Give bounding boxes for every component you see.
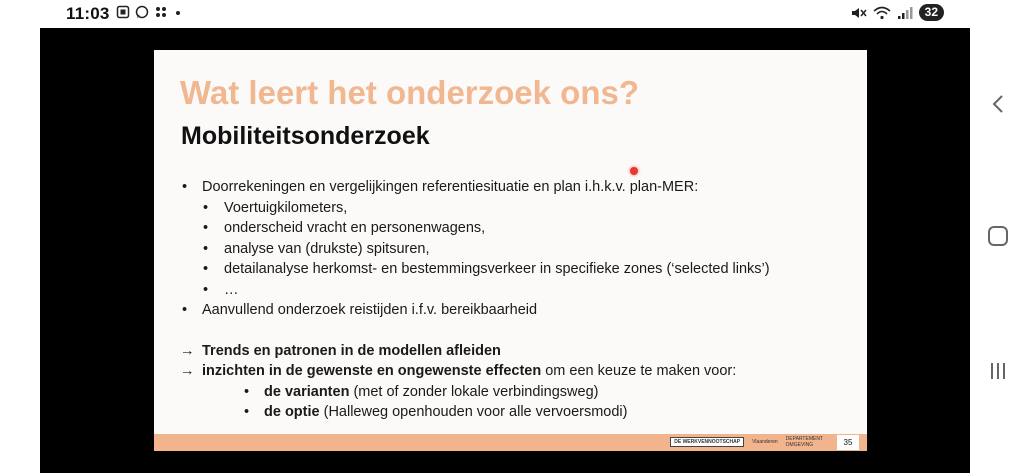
recents-bars-icon[interactable] bbox=[988, 361, 1008, 381]
home-square-icon[interactable] bbox=[988, 226, 1008, 246]
screenshot-icon bbox=[116, 5, 130, 19]
bullet-item: • Doorrekeningen en vergelijkingen referentiesituatie en plan i.h.k.v. plan-MER: bbox=[180, 177, 860, 198]
status-right-icons bbox=[851, 4, 944, 21]
option-item bbox=[180, 382, 860, 403]
option-item bbox=[180, 402, 860, 423]
bullet-item: • Aanvullend onderzoek reistijden i.f.v. bereikbaarheid bbox=[180, 300, 860, 321]
omgeving-logo bbox=[786, 436, 823, 448]
sub-bullet-item: • Voertuigkilometers, bbox=[180, 198, 860, 219]
status-left-icons bbox=[116, 5, 187, 19]
werkvennootschap-logo: DE WERKVENNOOTSCHAP bbox=[670, 437, 744, 447]
notification-dot-icon bbox=[173, 5, 187, 19]
conclusion-line bbox=[180, 341, 860, 362]
spacer bbox=[180, 321, 860, 341]
conclusion-line bbox=[180, 361, 860, 382]
option-rest: (Halleweg openhouden voor alle vervoersmodi) bbox=[319, 404, 628, 420]
status-time: 11:03 bbox=[66, 4, 110, 23]
omgeving-logo-line1: DEPARTEMENT bbox=[785, 436, 823, 442]
omgeving-logo-line2: OMGEVING bbox=[785, 442, 814, 448]
whatsapp-icon bbox=[135, 5, 149, 19]
signal-icon bbox=[897, 6, 913, 20]
option-rest: (met of zonder lokale verbindingsweg) bbox=[349, 383, 599, 400]
conclusion-bold: inzichten in de gewenste en ongewenste effecten bbox=[202, 363, 542, 379]
vlaanderen-logo: Vlaanderen bbox=[752, 439, 778, 445]
sub-bullet-item: • analyse van (drukste) spitsuren, bbox=[180, 239, 860, 260]
slide-bullet-list bbox=[180, 177, 860, 423]
presentation-slide bbox=[154, 50, 867, 451]
sub-bullet-item: • detailanalyse herkomst- en bestemmingsverkeer in specifieke zones (‘selected links’) bbox=[180, 259, 860, 280]
footer-logos bbox=[670, 436, 823, 448]
chevron-left-icon[interactable] bbox=[988, 93, 1010, 115]
arrow-icon: → bbox=[180, 342, 195, 359]
sub-bullet-item: • onderscheid vracht en personenwagens, bbox=[180, 218, 860, 239]
conclusion-bold: Trends en patronen in de modellen afleiden bbox=[202, 342, 501, 359]
status-bar bbox=[0, 0, 1024, 26]
mute-icon bbox=[851, 6, 867, 20]
slide-subtitle: Mobiliteitsonderzoek bbox=[181, 122, 430, 150]
slide-footer bbox=[154, 434, 867, 451]
arrow-icon: → bbox=[180, 363, 195, 379]
slide-title: Wat leert het onderzoek ons? bbox=[180, 74, 640, 111]
battery-badge: 32 bbox=[919, 4, 944, 21]
option-bold: de optie bbox=[264, 404, 320, 420]
grid-dots-icon bbox=[154, 5, 168, 19]
conclusion-rest: om een keuze te maken voor: bbox=[541, 363, 737, 379]
laser-pointer-dot bbox=[630, 167, 638, 175]
wifi-icon bbox=[873, 6, 891, 20]
video-frame[interactable] bbox=[40, 28, 970, 473]
navigation-bar bbox=[975, 28, 1024, 473]
sub-bullet-item: • … bbox=[180, 280, 860, 301]
slide-page-number: 35 bbox=[837, 435, 859, 450]
option-bold: de varianten bbox=[264, 383, 350, 400]
